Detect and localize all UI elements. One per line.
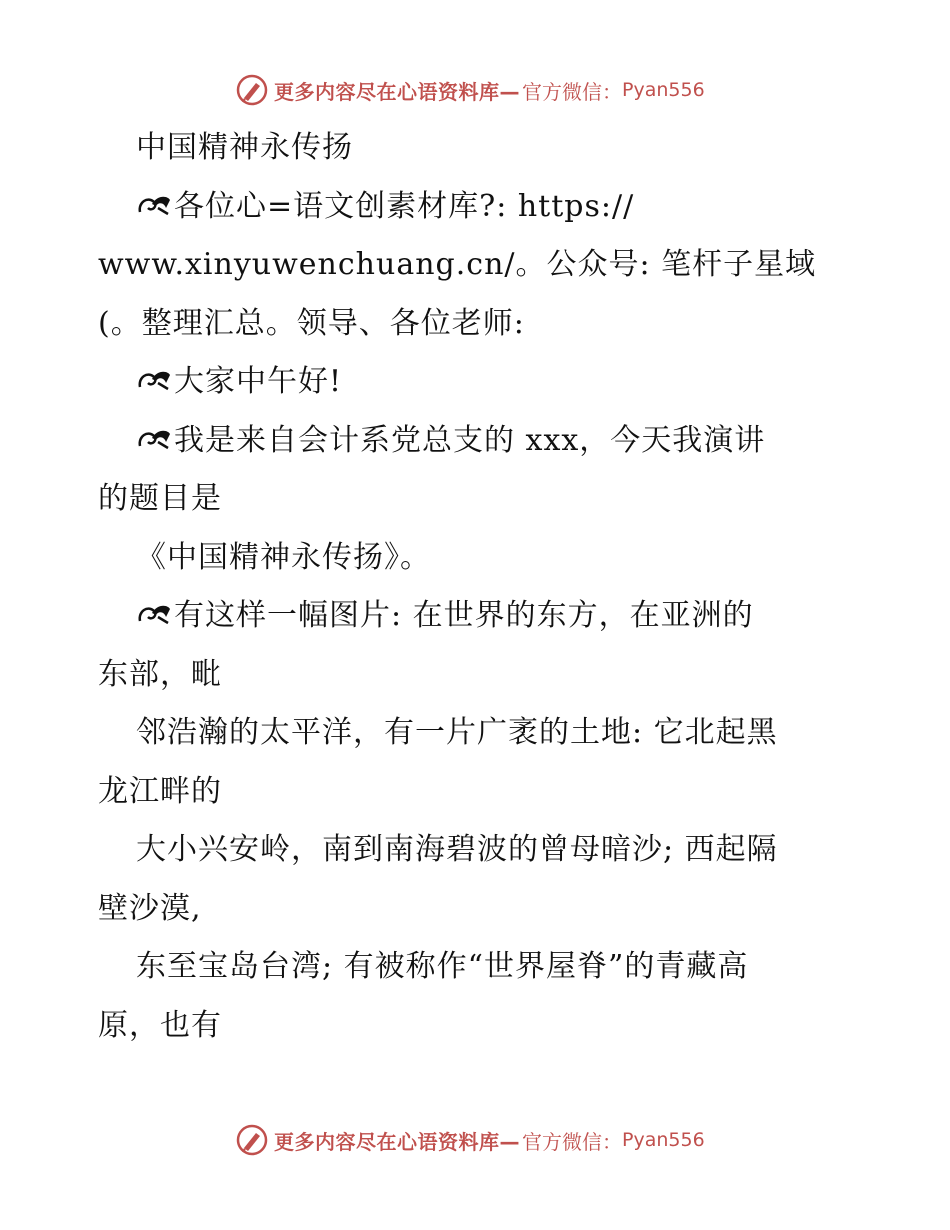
paragraph-2: 大家中午好! xyxy=(98,353,858,412)
paragraph-1-line-1: 各位心=语文创素材库?: https:// xyxy=(98,178,858,237)
paragraph-3-line-2: 的题目是 xyxy=(98,481,222,516)
paragraph-4: 《中国精神永传扬》。 xyxy=(136,539,431,575)
paragraph-6-line-2: 龙江畔的 xyxy=(98,773,222,809)
paragraph-5-line-2: 东部，毗 xyxy=(98,656,222,692)
banner-wechat-label: 官方微信： xyxy=(522,79,622,104)
paragraph-3-line-1: 我是来自会计系党总支的 xxx，今天我演讲 xyxy=(98,412,858,471)
banner-text: 更多内容尽在心语资料库— xyxy=(274,79,520,104)
banner-wechat-id: Pyan556 xyxy=(622,1129,705,1151)
paragraph-7-line-1: 大小兴安岭，南到南海碧波的曾母暗沙; 西起隔 xyxy=(136,832,778,867)
pen-logo-icon xyxy=(236,1124,268,1156)
pen-logo-icon xyxy=(236,74,268,106)
paragraph-1-line-3: (。整理汇总。领导、各位老师: xyxy=(98,305,525,341)
document-title: 中国精神永传扬 xyxy=(136,130,353,165)
header-banner xyxy=(236,72,705,108)
flower-bullet-icon xyxy=(136,424,174,454)
paragraph-7-line-2: 壁沙漠, xyxy=(98,890,202,926)
banner-text: 更多内容尽在心语资料库— xyxy=(274,1129,520,1154)
flower-bullet-icon xyxy=(136,365,174,395)
footer-banner xyxy=(236,1122,705,1158)
banner-wechat-id: Pyan556 xyxy=(622,79,705,101)
paragraph-8-line-2: 原，也有 xyxy=(98,1007,222,1043)
paragraph-1-line-2: www.xinyuwenchuang.cn/。公众号: 笔杆子星域 xyxy=(98,247,817,282)
flower-bullet-icon xyxy=(136,190,174,220)
document-body xyxy=(98,119,858,1055)
paragraph-8-line-1: 东至宝岛台湾; 有被称作“世界屋脊”的青藏高 xyxy=(136,949,749,984)
flower-bullet-icon xyxy=(136,599,174,629)
paragraph-5-line-1: 有这样一幅图片: 在世界的东方，在亚洲的 xyxy=(98,587,858,646)
paragraph-6-line-1: 邻浩瀚的太平洋，有一片广袤的土地: 它北起黑 xyxy=(136,715,778,750)
banner-wechat-label: 官方微信： xyxy=(522,1129,622,1154)
